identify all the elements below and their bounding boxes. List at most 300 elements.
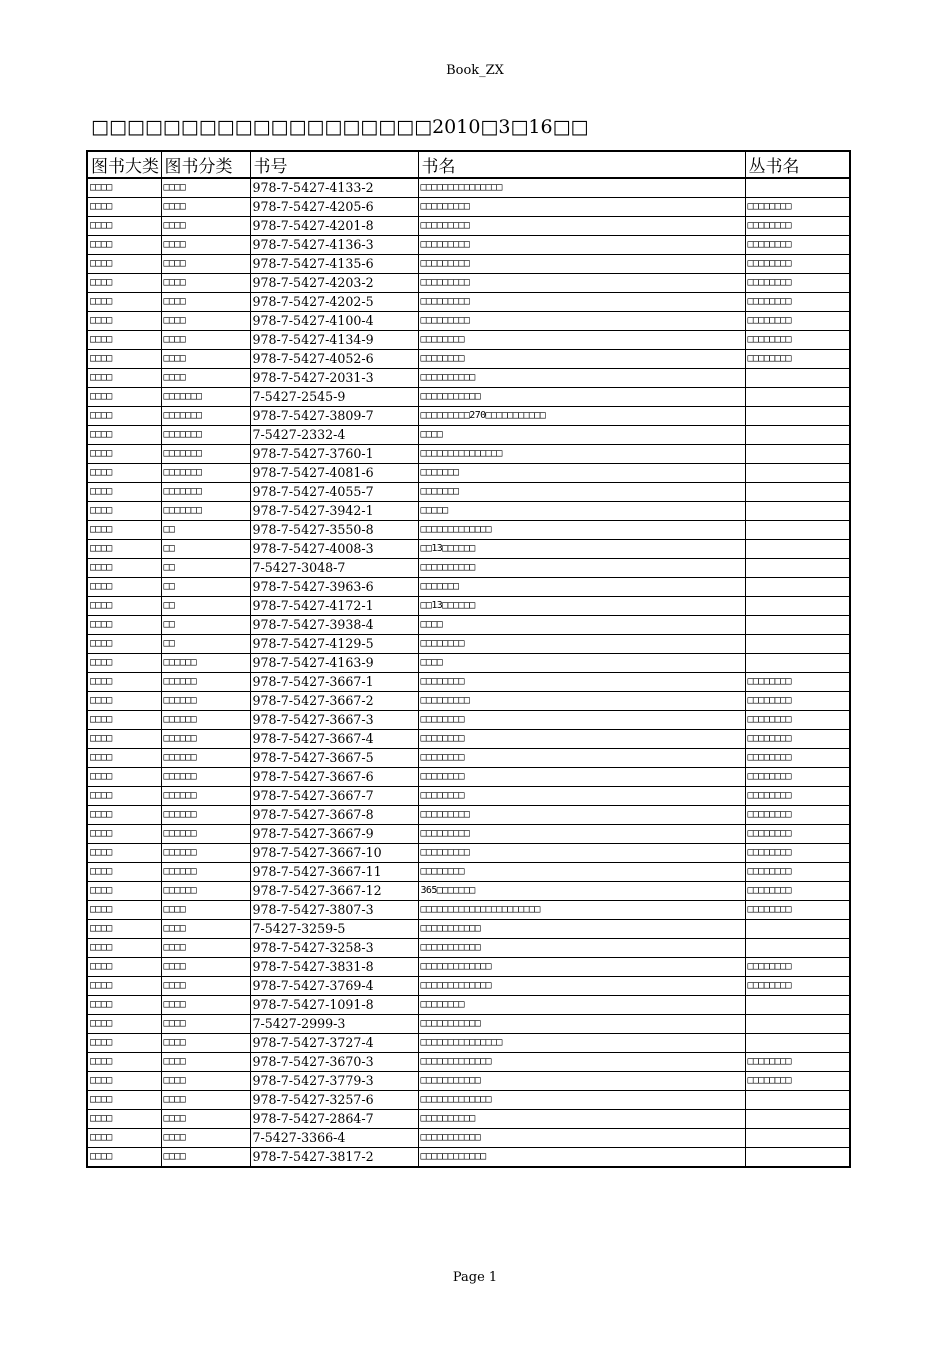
cell-isbn: 978-7-5427-4081-6 [250, 464, 418, 483]
table-row [87, 483, 850, 502]
cell-isbn: 978-7-5427-3667-12 [250, 882, 418, 901]
cell-series [745, 464, 850, 483]
cell-category: □□□□ [87, 597, 161, 616]
cell-isbn: 978-7-5427-3667-2 [250, 692, 418, 711]
cell-category: □□□□ [87, 502, 161, 521]
cell-title: □□□□□□□□□□□□□ [418, 521, 745, 540]
cell-title: □□□□□□□□□270□□□□□□□□□□□ [418, 407, 745, 426]
cell-title: □□□□□□□□□□□□□ [418, 1053, 745, 1072]
cell-subcategory: □□□□ [161, 274, 250, 293]
cell-isbn: 978-7-5427-4055-7 [250, 483, 418, 502]
table-row [87, 445, 850, 464]
cell-title: □□□□□□□□ [418, 768, 745, 787]
table-row [87, 768, 850, 787]
cell-title: □□□□□□□□□□□□□□□ [418, 178, 745, 198]
cell-series [745, 616, 850, 635]
table-row [87, 901, 850, 920]
table-row [87, 692, 850, 711]
cell-title: □□□□□□□□□□□ [418, 388, 745, 407]
table-row [87, 293, 850, 312]
table-row [87, 350, 850, 369]
cell-title: □□□□□□□□□□□□□□□□□□□□□□ [418, 901, 745, 920]
cell-subcategory: □□□□□□□ [161, 445, 250, 464]
cell-subcategory: □□□□□□ [161, 654, 250, 673]
cell-isbn: 978-7-5427-4008-3 [250, 540, 418, 559]
cell-title: □□□□□□□□□□□ [418, 920, 745, 939]
cell-category: □□□□ [87, 559, 161, 578]
table-row [87, 939, 850, 958]
cell-category: □□□□ [87, 274, 161, 293]
cell-subcategory: □□□□ [161, 217, 250, 236]
cell-title: □□□□□□□□□□□□□ [418, 958, 745, 977]
cell-title: □□□□ [418, 654, 745, 673]
cell-series [745, 426, 850, 445]
cell-subcategory: □□ [161, 578, 250, 597]
cell-title: □□□□□□□□ [418, 863, 745, 882]
cell-title: □□□□□□□ [418, 483, 745, 502]
cell-series: □□□□□□□□ [745, 1053, 850, 1072]
column-header-title: 书名 [418, 151, 745, 178]
cell-isbn: 978-7-5427-4202-5 [250, 293, 418, 312]
table-row [87, 730, 850, 749]
cell-subcategory: □□□□ [161, 1072, 250, 1091]
cell-isbn: 978-7-5427-3769-4 [250, 977, 418, 996]
cell-subcategory: □□ [161, 559, 250, 578]
page-header: Book_ZX [446, 63, 504, 78]
cell-category: □□□□ [87, 806, 161, 825]
cell-category: □□□□ [87, 768, 161, 787]
cell-subcategory: □□□□ [161, 996, 250, 1015]
cell-subcategory: □□□□ [161, 312, 250, 331]
cell-series: □□□□□□□□ [745, 331, 850, 350]
column-header-category: 图书大类 [87, 151, 161, 178]
table-row [87, 1148, 850, 1168]
cell-category: □□□□ [87, 616, 161, 635]
cell-category: □□□□ [87, 825, 161, 844]
cell-title: □□□□□□□□□□ [418, 369, 745, 388]
cell-title: □□□□□□□□□□□ [418, 1129, 745, 1148]
cell-category: □□□□ [87, 350, 161, 369]
cell-category: □□□□ [87, 426, 161, 445]
cell-isbn: 978-7-5427-3963-6 [250, 578, 418, 597]
table-row [87, 1053, 850, 1072]
table-row [87, 616, 850, 635]
cell-isbn: 978-7-5427-3667-4 [250, 730, 418, 749]
cell-category: □□□□ [87, 1091, 161, 1110]
cell-title: □□□□□□□□□□ [418, 1110, 745, 1129]
cell-subcategory: □□□□□□ [161, 806, 250, 825]
table-row [87, 255, 850, 274]
cell-subcategory: □□□□□□ [161, 673, 250, 692]
table-row [87, 1034, 850, 1053]
cell-category: □□□□ [87, 293, 161, 312]
table-row [87, 178, 850, 198]
cell-isbn: 978-7-5427-3667-5 [250, 749, 418, 768]
cell-isbn: 978-7-5427-3727-4 [250, 1034, 418, 1053]
cell-category: □□□□ [87, 578, 161, 597]
cell-category: □□□□ [87, 787, 161, 806]
cell-subcategory: □□□□□□ [161, 768, 250, 787]
cell-subcategory: □□□□□□□ [161, 426, 250, 445]
table-row [87, 787, 850, 806]
cell-series [745, 635, 850, 654]
cell-category: □□□□ [87, 711, 161, 730]
table-row [87, 426, 850, 445]
cell-subcategory: □□□□ [161, 350, 250, 369]
cell-series: □□□□□□□□ [745, 293, 850, 312]
cell-series [745, 1015, 850, 1034]
cell-subcategory: □□□□ [161, 236, 250, 255]
cell-subcategory: □□□□□□ [161, 882, 250, 901]
cell-isbn: 978-7-5427-2864-7 [250, 1110, 418, 1129]
cell-series [745, 996, 850, 1015]
cell-series: □□□□□□□□ [745, 198, 850, 217]
cell-category: □□□□ [87, 1034, 161, 1053]
cell-title: □□□□□□□ [418, 464, 745, 483]
cell-series: □□□□□□□□ [745, 958, 850, 977]
cell-subcategory: □□□□ [161, 977, 250, 996]
cell-isbn: 978-7-5427-3938-4 [250, 616, 418, 635]
cell-category: □□□□ [87, 654, 161, 673]
table-row [87, 521, 850, 540]
cell-title: □□□□□□□□ [418, 673, 745, 692]
cell-subcategory: □□□□ [161, 369, 250, 388]
table-row [87, 331, 850, 350]
cell-subcategory: □□ [161, 635, 250, 654]
column-header-isbn: 书号 [250, 151, 418, 178]
cell-subcategory: □□□□ [161, 1148, 250, 1168]
table-row [87, 369, 850, 388]
cell-series [745, 1091, 850, 1110]
cell-isbn: 978-7-5427-4172-1 [250, 597, 418, 616]
cell-subcategory: □□□□□□ [161, 844, 250, 863]
table-row [87, 502, 850, 521]
cell-category: □□□□ [87, 255, 161, 274]
cell-title: □□□□□□□□□ [418, 844, 745, 863]
cell-category: □□□□ [87, 1072, 161, 1091]
table-row [87, 996, 850, 1015]
cell-isbn: 978-7-5427-3760-1 [250, 445, 418, 464]
cell-title: □□□□□□□□ [418, 711, 745, 730]
table-row [87, 1091, 850, 1110]
table-body [87, 178, 850, 1167]
cell-category: □□□□ [87, 1148, 161, 1168]
cell-series: □□□□□□□□ [745, 673, 850, 692]
cell-isbn: 978-7-5427-4201-8 [250, 217, 418, 236]
cell-series [745, 388, 850, 407]
cell-isbn: 978-7-5427-4052-6 [250, 350, 418, 369]
cell-subcategory: □□ [161, 521, 250, 540]
cell-series: □□□□□□□□ [745, 806, 850, 825]
cell-category: □□□□ [87, 844, 161, 863]
cell-title: □□□□□□□□□ [418, 692, 745, 711]
cell-subcategory: □□□□ [161, 901, 250, 920]
cell-category: □□□□ [87, 388, 161, 407]
cell-title: □□□□□□□□□□□□□□□ [418, 445, 745, 464]
cell-subcategory: □□□□□□ [161, 730, 250, 749]
cell-series [745, 1129, 850, 1148]
cell-isbn: 7-5427-3366-4 [250, 1129, 418, 1148]
cell-title: □□□□ [418, 616, 745, 635]
cell-category: □□□□ [87, 198, 161, 217]
table-row [87, 236, 850, 255]
cell-isbn: 978-7-5427-3817-2 [250, 1148, 418, 1168]
cell-title: □□□□□□□□□ [418, 806, 745, 825]
cell-series: □□□□□□□□ [745, 236, 850, 255]
cell-category: □□□□ [87, 483, 161, 502]
cell-series: □□□□□□□□ [745, 844, 850, 863]
page-footer: Page 1 [452, 1270, 498, 1285]
cell-isbn: 978-7-5427-3779-3 [250, 1072, 418, 1091]
cell-title: □□□□□□□□□□□□□ [418, 977, 745, 996]
cell-isbn: 978-7-5427-3667-10 [250, 844, 418, 863]
cell-subcategory: □□□□□□ [161, 711, 250, 730]
cell-isbn: 978-7-5427-4135-6 [250, 255, 418, 274]
cell-category: □□□□ [87, 312, 161, 331]
table-row [87, 673, 850, 692]
cell-subcategory: □□□□ [161, 255, 250, 274]
table-row [87, 312, 850, 331]
cell-isbn: 7-5427-2332-4 [250, 426, 418, 445]
cell-series [745, 1034, 850, 1053]
cell-title: □□□□□□□□□ [418, 255, 745, 274]
cell-series [745, 540, 850, 559]
cell-isbn: 978-7-5427-4203-2 [250, 274, 418, 293]
cell-category: □□□□ [87, 1129, 161, 1148]
cell-isbn: 7-5427-3048-7 [250, 559, 418, 578]
cell-category: □□□□ [87, 464, 161, 483]
cell-subcategory: □□□□ [161, 331, 250, 350]
cell-subcategory: □□□□ [161, 1091, 250, 1110]
cell-title: □□□□□□□□□ [418, 312, 745, 331]
cell-category: □□□□ [87, 920, 161, 939]
cell-category: □□□□ [87, 540, 161, 559]
cell-isbn: 978-7-5427-3667-9 [250, 825, 418, 844]
cell-series [745, 407, 850, 426]
table-row [87, 578, 850, 597]
cell-title: □□□□□□□□ [418, 749, 745, 768]
cell-isbn: 978-7-5427-3667-1 [250, 673, 418, 692]
document-title: □□□□□□□□□□□□□□□□□□□2010□3□16□□ [91, 116, 589, 138]
cell-series [745, 597, 850, 616]
table-header-row [87, 151, 850, 178]
cell-category: □□□□ [87, 996, 161, 1015]
table-row [87, 464, 850, 483]
cell-isbn: 978-7-5427-4133-2 [250, 178, 418, 198]
cell-series: □□□□□□□□ [745, 274, 850, 293]
cell-isbn: 978-7-5427-3550-8 [250, 521, 418, 540]
cell-isbn: 978-7-5427-3667-7 [250, 787, 418, 806]
cell-series [745, 559, 850, 578]
cell-category: □□□□ [87, 939, 161, 958]
cell-series: □□□□□□□□ [745, 1072, 850, 1091]
cell-subcategory: □□□□□□ [161, 749, 250, 768]
cell-series [745, 369, 850, 388]
cell-category: □□□□ [87, 178, 161, 198]
cell-title: □□□□□□□□□ [418, 198, 745, 217]
book-table [86, 150, 851, 1168]
cell-isbn: 978-7-5427-3667-3 [250, 711, 418, 730]
cell-series: □□□□□□□□ [745, 255, 850, 274]
table-row [87, 977, 850, 996]
cell-series [745, 939, 850, 958]
cell-title: □□13□□□□□□ [418, 597, 745, 616]
cell-title: □□□□□□□□□ [418, 217, 745, 236]
cell-subcategory: □□□□□□□ [161, 388, 250, 407]
cell-subcategory: □□ [161, 616, 250, 635]
cell-title: □□□□□□□□ [418, 331, 745, 350]
cell-subcategory: □□□□ [161, 178, 250, 198]
cell-title: □□□□□□□□□ [418, 825, 745, 844]
cell-subcategory: □□□□□□□ [161, 483, 250, 502]
cell-series [745, 1148, 850, 1168]
cell-isbn: 7-5427-2545-9 [250, 388, 418, 407]
cell-category: □□□□ [87, 1053, 161, 1072]
cell-subcategory: □□□□□□ [161, 863, 250, 882]
table-row [87, 597, 850, 616]
cell-series: □□□□□□□□ [745, 350, 850, 369]
cell-series: □□□□□□□□ [745, 825, 850, 844]
cell-subcategory: □□□□ [161, 1015, 250, 1034]
cell-category: □□□□ [87, 901, 161, 920]
cell-title: □□□□□□□□ [418, 635, 745, 654]
cell-category: □□□□ [87, 882, 161, 901]
table-row [87, 749, 850, 768]
cell-series [745, 483, 850, 502]
cell-title: □□□□□□□□□ [418, 293, 745, 312]
cell-isbn: 978-7-5427-4163-9 [250, 654, 418, 673]
cell-title: □□□□□□□□ [418, 996, 745, 1015]
cell-series [745, 920, 850, 939]
cell-isbn: 978-7-5427-3667-6 [250, 768, 418, 787]
cell-isbn: 978-7-5427-4129-5 [250, 635, 418, 654]
cell-title: □□□□□□□□ [418, 787, 745, 806]
cell-series [745, 654, 850, 673]
cell-subcategory: □□□□ [161, 293, 250, 312]
table-row [87, 540, 850, 559]
cell-isbn: 978-7-5427-4136-3 [250, 236, 418, 255]
cell-series [745, 445, 850, 464]
cell-category: □□□□ [87, 236, 161, 255]
cell-title: □□□□□□□□□ [418, 274, 745, 293]
table-row [87, 1129, 850, 1148]
cell-category: □□□□ [87, 217, 161, 236]
cell-category: □□□□ [87, 331, 161, 350]
table-row [87, 806, 850, 825]
table-row [87, 863, 850, 882]
table-row [87, 407, 850, 426]
table-row [87, 654, 850, 673]
cell-isbn: 7-5427-3259-5 [250, 920, 418, 939]
cell-title: □□□□□□□□□□□ [418, 939, 745, 958]
cell-series: □□□□□□□□ [745, 312, 850, 331]
cell-subcategory: □□□□ [161, 1110, 250, 1129]
cell-series: □□□□□□□□ [745, 749, 850, 768]
column-header-series: 丛书名 [745, 151, 850, 178]
cell-title: □□13□□□□□□ [418, 540, 745, 559]
table-row [87, 825, 850, 844]
cell-subcategory: □□□□ [161, 1129, 250, 1148]
cell-title: □□□□□□□□□□□ [418, 1072, 745, 1091]
cell-subcategory: □□□□ [161, 939, 250, 958]
cell-title: □□□□□□□□□□ [418, 559, 745, 578]
cell-series: □□□□□□□□ [745, 730, 850, 749]
cell-title: □□□□□□□□□□□ [418, 1015, 745, 1034]
cell-title: □□□□□□□□□□□□□ [418, 1091, 745, 1110]
cell-isbn: 978-7-5427-4205-6 [250, 198, 418, 217]
cell-series: □□□□□□□□ [745, 768, 850, 787]
cell-series: □□□□□□□□ [745, 977, 850, 996]
cell-isbn: 978-7-5427-2031-3 [250, 369, 418, 388]
cell-title: □□□□□ [418, 502, 745, 521]
cell-category: □□□□ [87, 749, 161, 768]
cell-subcategory: □□□□□□ [161, 825, 250, 844]
table-row [87, 559, 850, 578]
cell-isbn: 978-7-5427-3831-8 [250, 958, 418, 977]
cell-subcategory: □□□□□□ [161, 692, 250, 711]
cell-isbn: 978-7-5427-4134-9 [250, 331, 418, 350]
cell-subcategory: □□□□ [161, 920, 250, 939]
cell-series [745, 502, 850, 521]
cell-isbn: 7-5427-2999-3 [250, 1015, 418, 1034]
cell-title: □□□□□□□ [418, 578, 745, 597]
cell-category: □□□□ [87, 407, 161, 426]
table-row [87, 1072, 850, 1091]
cell-isbn: 978-7-5427-3670-3 [250, 1053, 418, 1072]
table-row [87, 920, 850, 939]
cell-series: □□□□□□□□ [745, 787, 850, 806]
cell-subcategory: □□□□ [161, 1053, 250, 1072]
table-row [87, 1015, 850, 1034]
cell-isbn: 978-7-5427-3667-8 [250, 806, 418, 825]
cell-isbn: 978-7-5427-1091-8 [250, 996, 418, 1015]
table-row [87, 711, 850, 730]
table-row [87, 844, 850, 863]
table-row [87, 635, 850, 654]
cell-subcategory: □□□□ [161, 958, 250, 977]
cell-category: □□□□ [87, 673, 161, 692]
cell-isbn: 978-7-5427-3809-7 [250, 407, 418, 426]
cell-category: □□□□ [87, 863, 161, 882]
cell-series: □□□□□□□□ [745, 863, 850, 882]
cell-series [745, 1110, 850, 1129]
cell-category: □□□□ [87, 692, 161, 711]
cell-series: □□□□□□□□ [745, 692, 850, 711]
cell-series: □□□□□□□□ [745, 882, 850, 901]
cell-category: □□□□ [87, 958, 161, 977]
table-row [87, 882, 850, 901]
cell-subcategory: □□□□ [161, 1034, 250, 1053]
cell-category: □□□□ [87, 445, 161, 464]
cell-title: □□□□□□□□ [418, 350, 745, 369]
cell-subcategory: □□□□□□ [161, 787, 250, 806]
cell-category: □□□□ [87, 369, 161, 388]
table-row [87, 388, 850, 407]
cell-isbn: 978-7-5427-3257-6 [250, 1091, 418, 1110]
cell-isbn: 978-7-5427-3258-3 [250, 939, 418, 958]
cell-isbn: 978-7-5427-4100-4 [250, 312, 418, 331]
cell-category: □□□□ [87, 521, 161, 540]
cell-series [745, 521, 850, 540]
table-row [87, 217, 850, 236]
table-row [87, 1110, 850, 1129]
cell-subcategory: □□□□□□□ [161, 407, 250, 426]
cell-title: □□□□□□□□ [418, 730, 745, 749]
cell-series [745, 178, 850, 198]
cell-isbn: 978-7-5427-3667-11 [250, 863, 418, 882]
cell-isbn: 978-7-5427-3807-3 [250, 901, 418, 920]
cell-title: □□□□□□□□□□□□□□□ [418, 1034, 745, 1053]
